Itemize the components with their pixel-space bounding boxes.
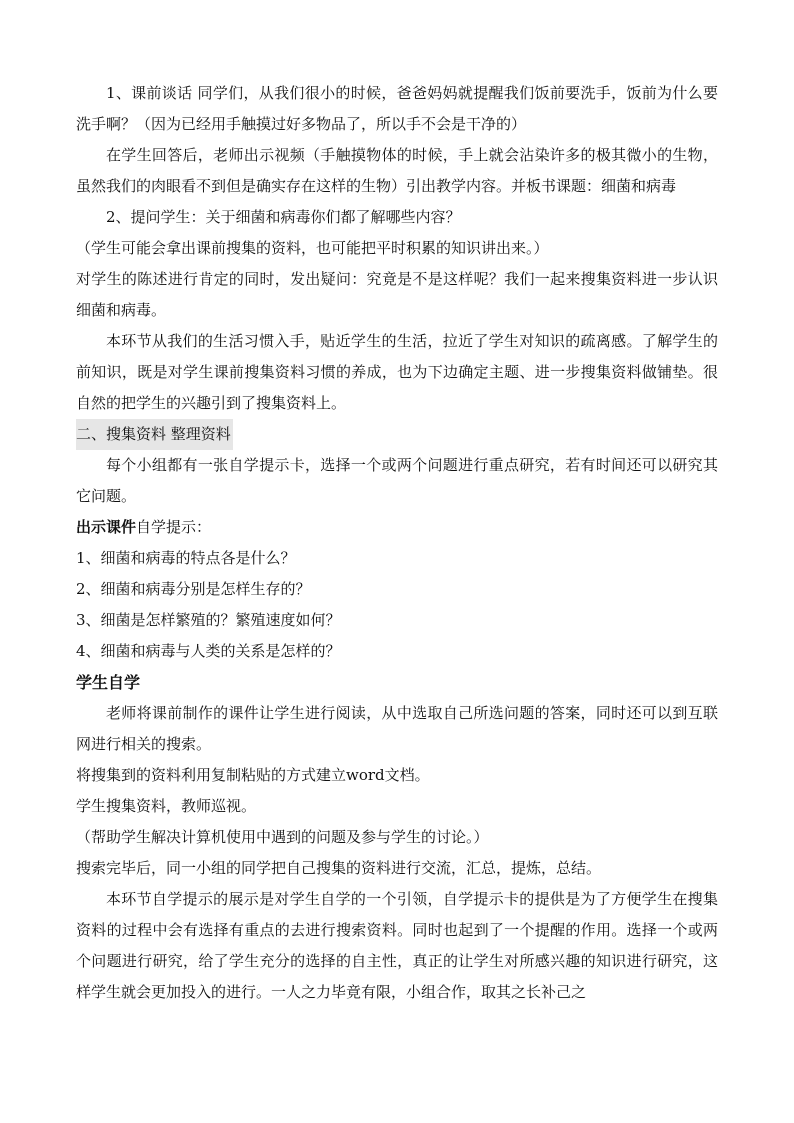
paragraph-help: （帮助学生解决计算机使用中遇到的问题及参与学生的讨论。） bbox=[76, 828, 489, 846]
tip-item: 1、细菌和病毒的特点各是什么？ bbox=[76, 549, 296, 567]
paragraph-video: 在学生回答后，老师出示视频（手触摸物体的时候，手上就会沾染许多的极其微小的生物，虽然我们的肉眼看不到但是确实存在这样的生物）引出教学内容。并板书课题：细菌和病毒 bbox=[76, 146, 718, 195]
self-study-heading: 学生自学 bbox=[76, 673, 141, 692]
paragraph-affirm: 对学生的陈述进行肯定的同时，发出疑问：究竟是不是这样呢？我们一起来搜集资料进一步认识细菌和病毒。 bbox=[76, 270, 718, 319]
paragraph-student-answer: （学生可能会拿出课前搜集的资料，也可能把平时积累的知识讲出来。） bbox=[76, 239, 549, 257]
paragraph-word-doc: 将搜集到的资料利用复制粘贴的方式建立word文档。 bbox=[76, 766, 430, 784]
tip-item: 3、细菌是怎样繁殖的？繁殖速度如何？ bbox=[76, 611, 341, 629]
paragraph-reflection-1: 本环节从我们的生活习惯入手，贴近学生的生活，拉近了学生对知识的疏离感。了解学生的前知识，既是对学生课前搜集资料习惯的养成，也为下边确定主题、进一步搜集资料做铺垫。很自然的把学生的兴趣引到了搜集资料上。 bbox=[76, 332, 718, 412]
paragraph-reflection-2: 本环节自学提示的展示是对学生自学的一个引领，自学提示卡的提供是为了方便学生在搜集资料的过程中会有选择有重点的去进行搜索资料。同时也起到了一个提醒的作用。选择一个或两个问题进行研究，给了学生充分的选择的自主性，真正的让学生对所感兴趣的知识进行研究，这样学生就会更加投入的进行。一人之力毕竟有限，小组合作，取其之长补己之 bbox=[76, 890, 718, 1001]
section-2-title bbox=[76, 419, 718, 450]
tips-label-rest: 自学提示： bbox=[136, 518, 212, 536]
tip-item: 2、细菌和病毒分别是怎样生存的？ bbox=[76, 580, 311, 598]
section-2-title-text: 二、搜集资料 整理资料 bbox=[76, 419, 233, 450]
paragraph-courseware: 老师将课前制作的课件让学生进行阅读，从中选取自己所选问题的答案，同时还可以到互联网进行相关的搜索。 bbox=[76, 704, 718, 753]
paragraph-group-summary: 搜索完毕后，同一小组的同学把自己搜集的资料进行交流，汇总，提炼，总结。 bbox=[76, 859, 602, 877]
paragraph-intro-talk: 1、课前谈话 同学们，从我们很小的时候，爸爸妈妈就提醒我们饭前要洗手，饭前为什么要洗手啊？（因为已经用手触摸过好多物品了，所以手不会是干净的） bbox=[76, 84, 718, 133]
paragraph-question: 2、提问学生：关于细菌和病毒你们都了解哪些内容？ bbox=[106, 208, 461, 226]
paragraph-tip-card: 每个小组都有一张自学提示卡，选择一个或两个问题进行重点研究，若有时间还可以研究其它问题。 bbox=[76, 456, 718, 505]
tips-label-bold: 出示课件 bbox=[76, 518, 137, 536]
paragraph-teacher-patrol: 学生搜集资料，教师巡视。 bbox=[76, 797, 257, 815]
tips-label bbox=[76, 512, 718, 543]
tip-item: 4、细菌和病毒与人类的关系是怎样的？ bbox=[76, 642, 341, 660]
document-body bbox=[76, 78, 718, 1008]
